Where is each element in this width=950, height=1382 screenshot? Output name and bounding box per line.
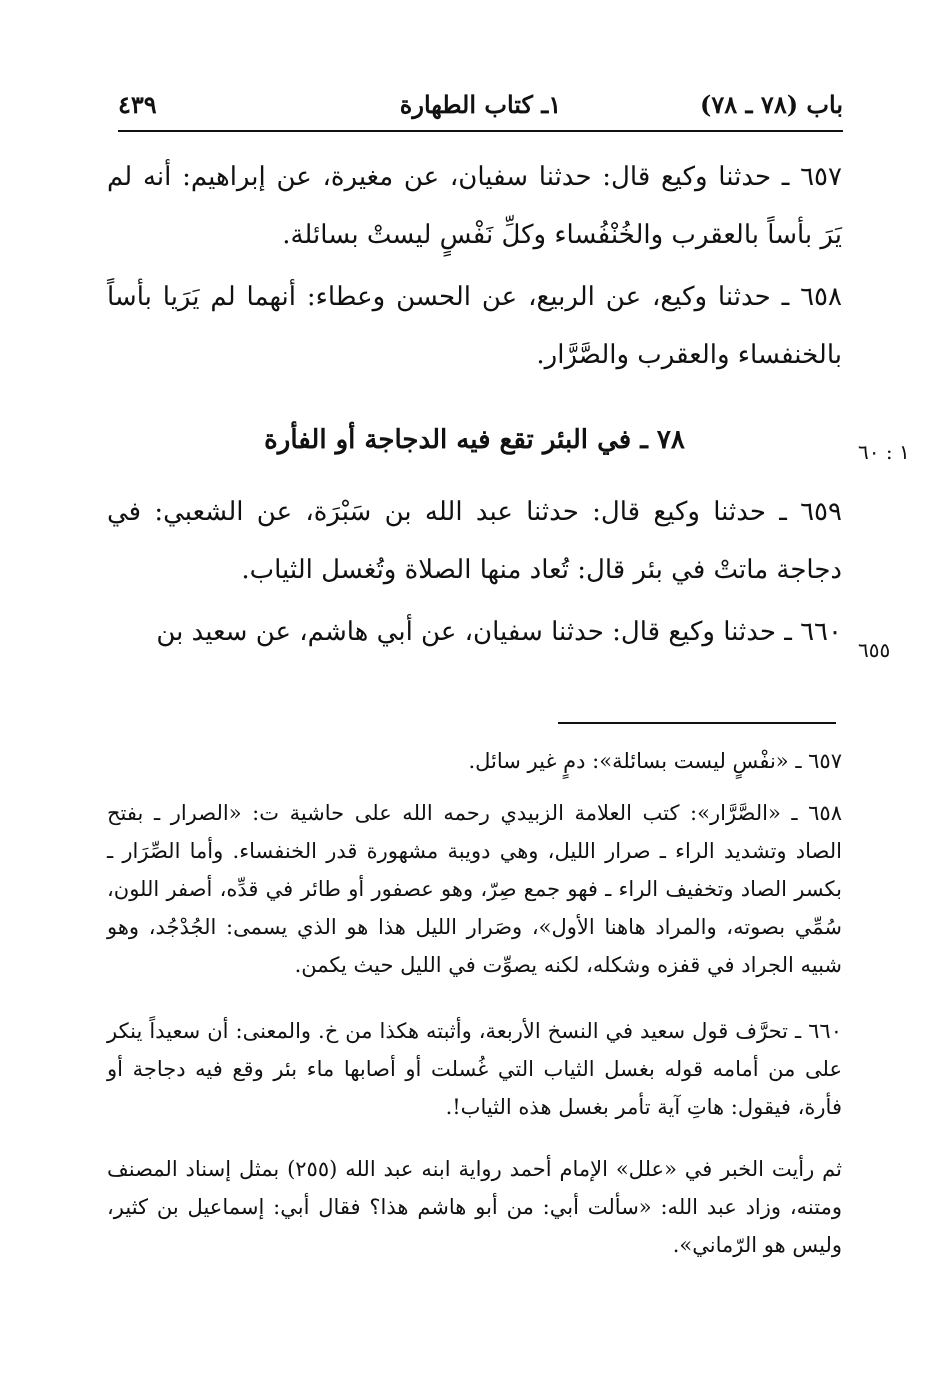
hadith-660-margin-number: ٦٥٥ [858, 638, 891, 662]
footnote-separator [558, 722, 836, 724]
header-book-title: ١ـ كتاب الطهارة [399, 90, 562, 119]
hadith-659: ٦٥٩ ـ حدثنا وكيع قال: حدثنا عبد الله بن سَبْرَة، عن الشعبي: في دجاجة ماتتْ في بئر قال: تُعاد منها الصلاة وتُغسل الثياب. [107, 497, 842, 585]
chapter-margin-reference: ١ : ٦٠ [858, 440, 910, 464]
hadith-660: ٦٦٠ ـ حدثنا وكيع قال: حدثنا سفيان، عن أبي هاشم، عن سعيد بن [156, 617, 842, 647]
page-number: ٤٣٩ [118, 90, 157, 119]
header-chapter-range: باب (٧٨ ـ ٧٨) [700, 90, 843, 119]
footnote-660-continued: ثم رأيت الخبر في «علل» الإمام أحمد رواية ابنه عبد الله (٢٥٥) بمثل إسناد المصنف ومتنه، وزاد عبد الله: «سألت أبي: من أبو هاشم هذا؟ فقال أبي: إسماعيل بن كثير، وليس هو الرّماني». [107, 1157, 842, 1257]
hadith-657: ٦٥٧ ـ حدثنا وكيع قال: حدثنا سفيان، عن مغيرة، عن إبراهيم: أنه لم يَرَ بأساً بالعقرب والخُنْفُساء وكلِّ نَفْسٍ ليستْ بسائلة. [107, 162, 842, 250]
hadith-658: ٦٥٨ ـ حدثنا وكيع، عن الربيع، عن الحسن وعطاء: أنهما لم يَرَيا بأساً بالخنفساء والعقرب والصَّرَّار. [107, 282, 842, 370]
footnote-658: ٦٥٨ ـ «الصَّرَّار»: كتب العلامة الزبيدي رحمه الله على حاشية ت: «الصرار ـ بفتح الصاد وتشديد الراء ـ صرار الليل، وهي دويبة مشهورة قدر الخنفساء. وأما الصِّرَار ـ بكسر الصاد وتخفيف الراء ـ فهو جمع صِرّ، وهو عصفور أو طائر في قدِّه، أصفر اللون، سُمِّي بصوته، والمراد هاهنا الأول»، وصَرار الليل هذا هو الذي يسمى: الجُدْجُد، وهو شبيه الجراد في قفزه وشكله، لكنه يصوِّت في الليل حيث يكمن. [107, 801, 842, 977]
running-header [118, 88, 843, 132]
footnote-660: ٦٦٠ ـ تحرَّف قول سعيد في النسخ الأربعة، وأثبته هكذا من خ. والمعنى: أن سعيداً ينكر على من أمامه قوله بغسل الثياب التي غُسلت أو أصابها ماء بئر وقع فيه دجاجة أو فأرة، فيقول: هاتِ آية تأمر بغسل هذه الثياب!. [107, 1019, 842, 1119]
footnote-657: ٦٥٧ ـ «نفْسٍ ليست بسائلة»: دمٍ غير سائل. [468, 749, 842, 773]
chapter-heading: ٧٨ ـ في البئر تقع فيه الدجاجة أو الفأرة [264, 425, 685, 455]
